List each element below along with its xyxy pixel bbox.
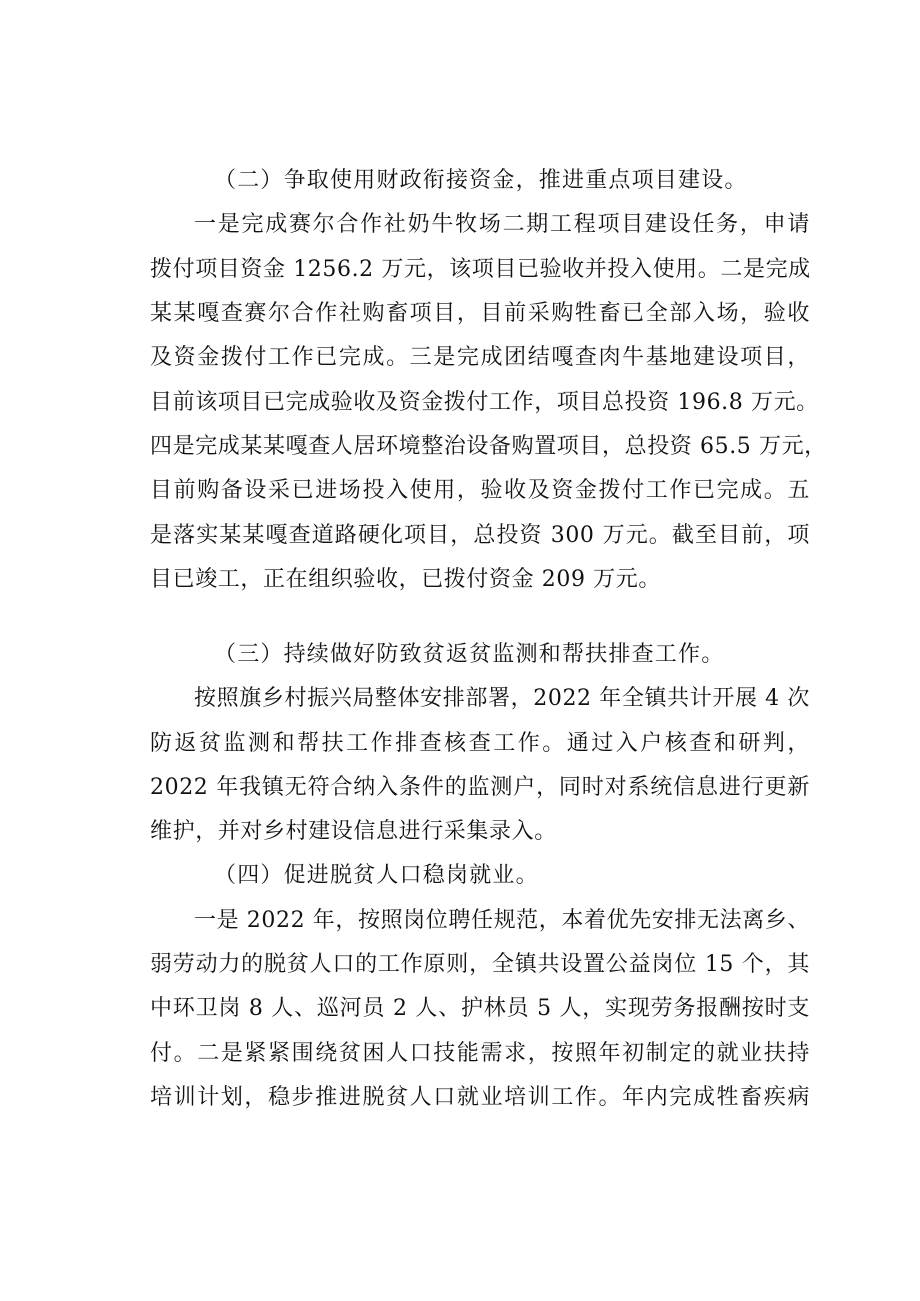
paragraph-line: 目前购备设采已进场投入使用，验收及资金拨付工作已完成。五 <box>150 478 810 503</box>
paragraph-line: 拨付项目资金 1256.2 万元，该项目已验收并投入使用。二是完成 <box>150 257 811 282</box>
section-heading-4: （四）促进脱贫人口稳岗就业。 <box>214 863 539 888</box>
paragraph-line: 某某嘎查赛尔合作社购畜项目，目前采购牲畜已全部入场，验收 <box>150 301 810 326</box>
paragraph-line: 目前该项目已完成验收及资金拨付工作，项目总投资 196.8 万元。 <box>150 390 819 415</box>
paragraph-line: 按照旗乡村振兴局整体安排部署，2022 年全镇共计开展 4 次 <box>194 686 810 711</box>
paragraph-line: 目已竣工，正在组织验收，已拨付资金 209 万元。 <box>150 567 661 592</box>
paragraph-line: 是落实某某嘎查道路硬化项目，总投资 300 万元。截至目前，项 <box>150 523 810 548</box>
paragraph-line: 2022 年我镇无符合纳入条件的监测户，同时对系统信息进行更新 <box>150 775 810 800</box>
paragraph-line: 付。二是紧紧围绕贫困人口技能需求，按照年初制定的就业扶持 <box>150 1041 810 1066</box>
paragraph-line: 维护，并对乡村建设信息进行采集录入。 <box>150 819 557 844</box>
paragraph-line: 中环卫岗 8 人、巡河员 2 人、护林员 5 人，实现劳务报酬按时支 <box>150 996 810 1021</box>
paragraph-line: 四是完成某某嘎查人居环境整治设备购置项目，总投资 65.5 万元， <box>150 434 827 459</box>
paragraph-line: 培训计划，稳步推进脱贫人口就业培训工作。年内完成牲畜疾病 <box>150 1085 810 1110</box>
paragraph-line: 及资金拨付工作已完成。三是完成团结嘎查肉牛基地建设项目， <box>150 345 810 370</box>
section-heading-3: （三）持续做好防致贫返贫监测和帮扶排查工作。 <box>214 642 725 667</box>
paragraph-line: 一是完成赛尔合作社奶牛牧场二期工程项目建设任务，申请 <box>194 212 810 237</box>
paragraph-line: 弱劳动力的脱贫人口的工作原则，全镇共设置公益岗位 15 个，其 <box>150 952 810 977</box>
paragraph-line: 一是 2022 年，按照岗位聘任规范，本着优先安排无法离乡、 <box>194 908 810 933</box>
section-heading-2: （二）争取使用财政衔接资金，推进重点项目建设。 <box>214 168 748 193</box>
paragraph-line: 防返贫监测和帮扶工作排查核查工作。通过入户核查和研判， <box>150 731 810 756</box>
